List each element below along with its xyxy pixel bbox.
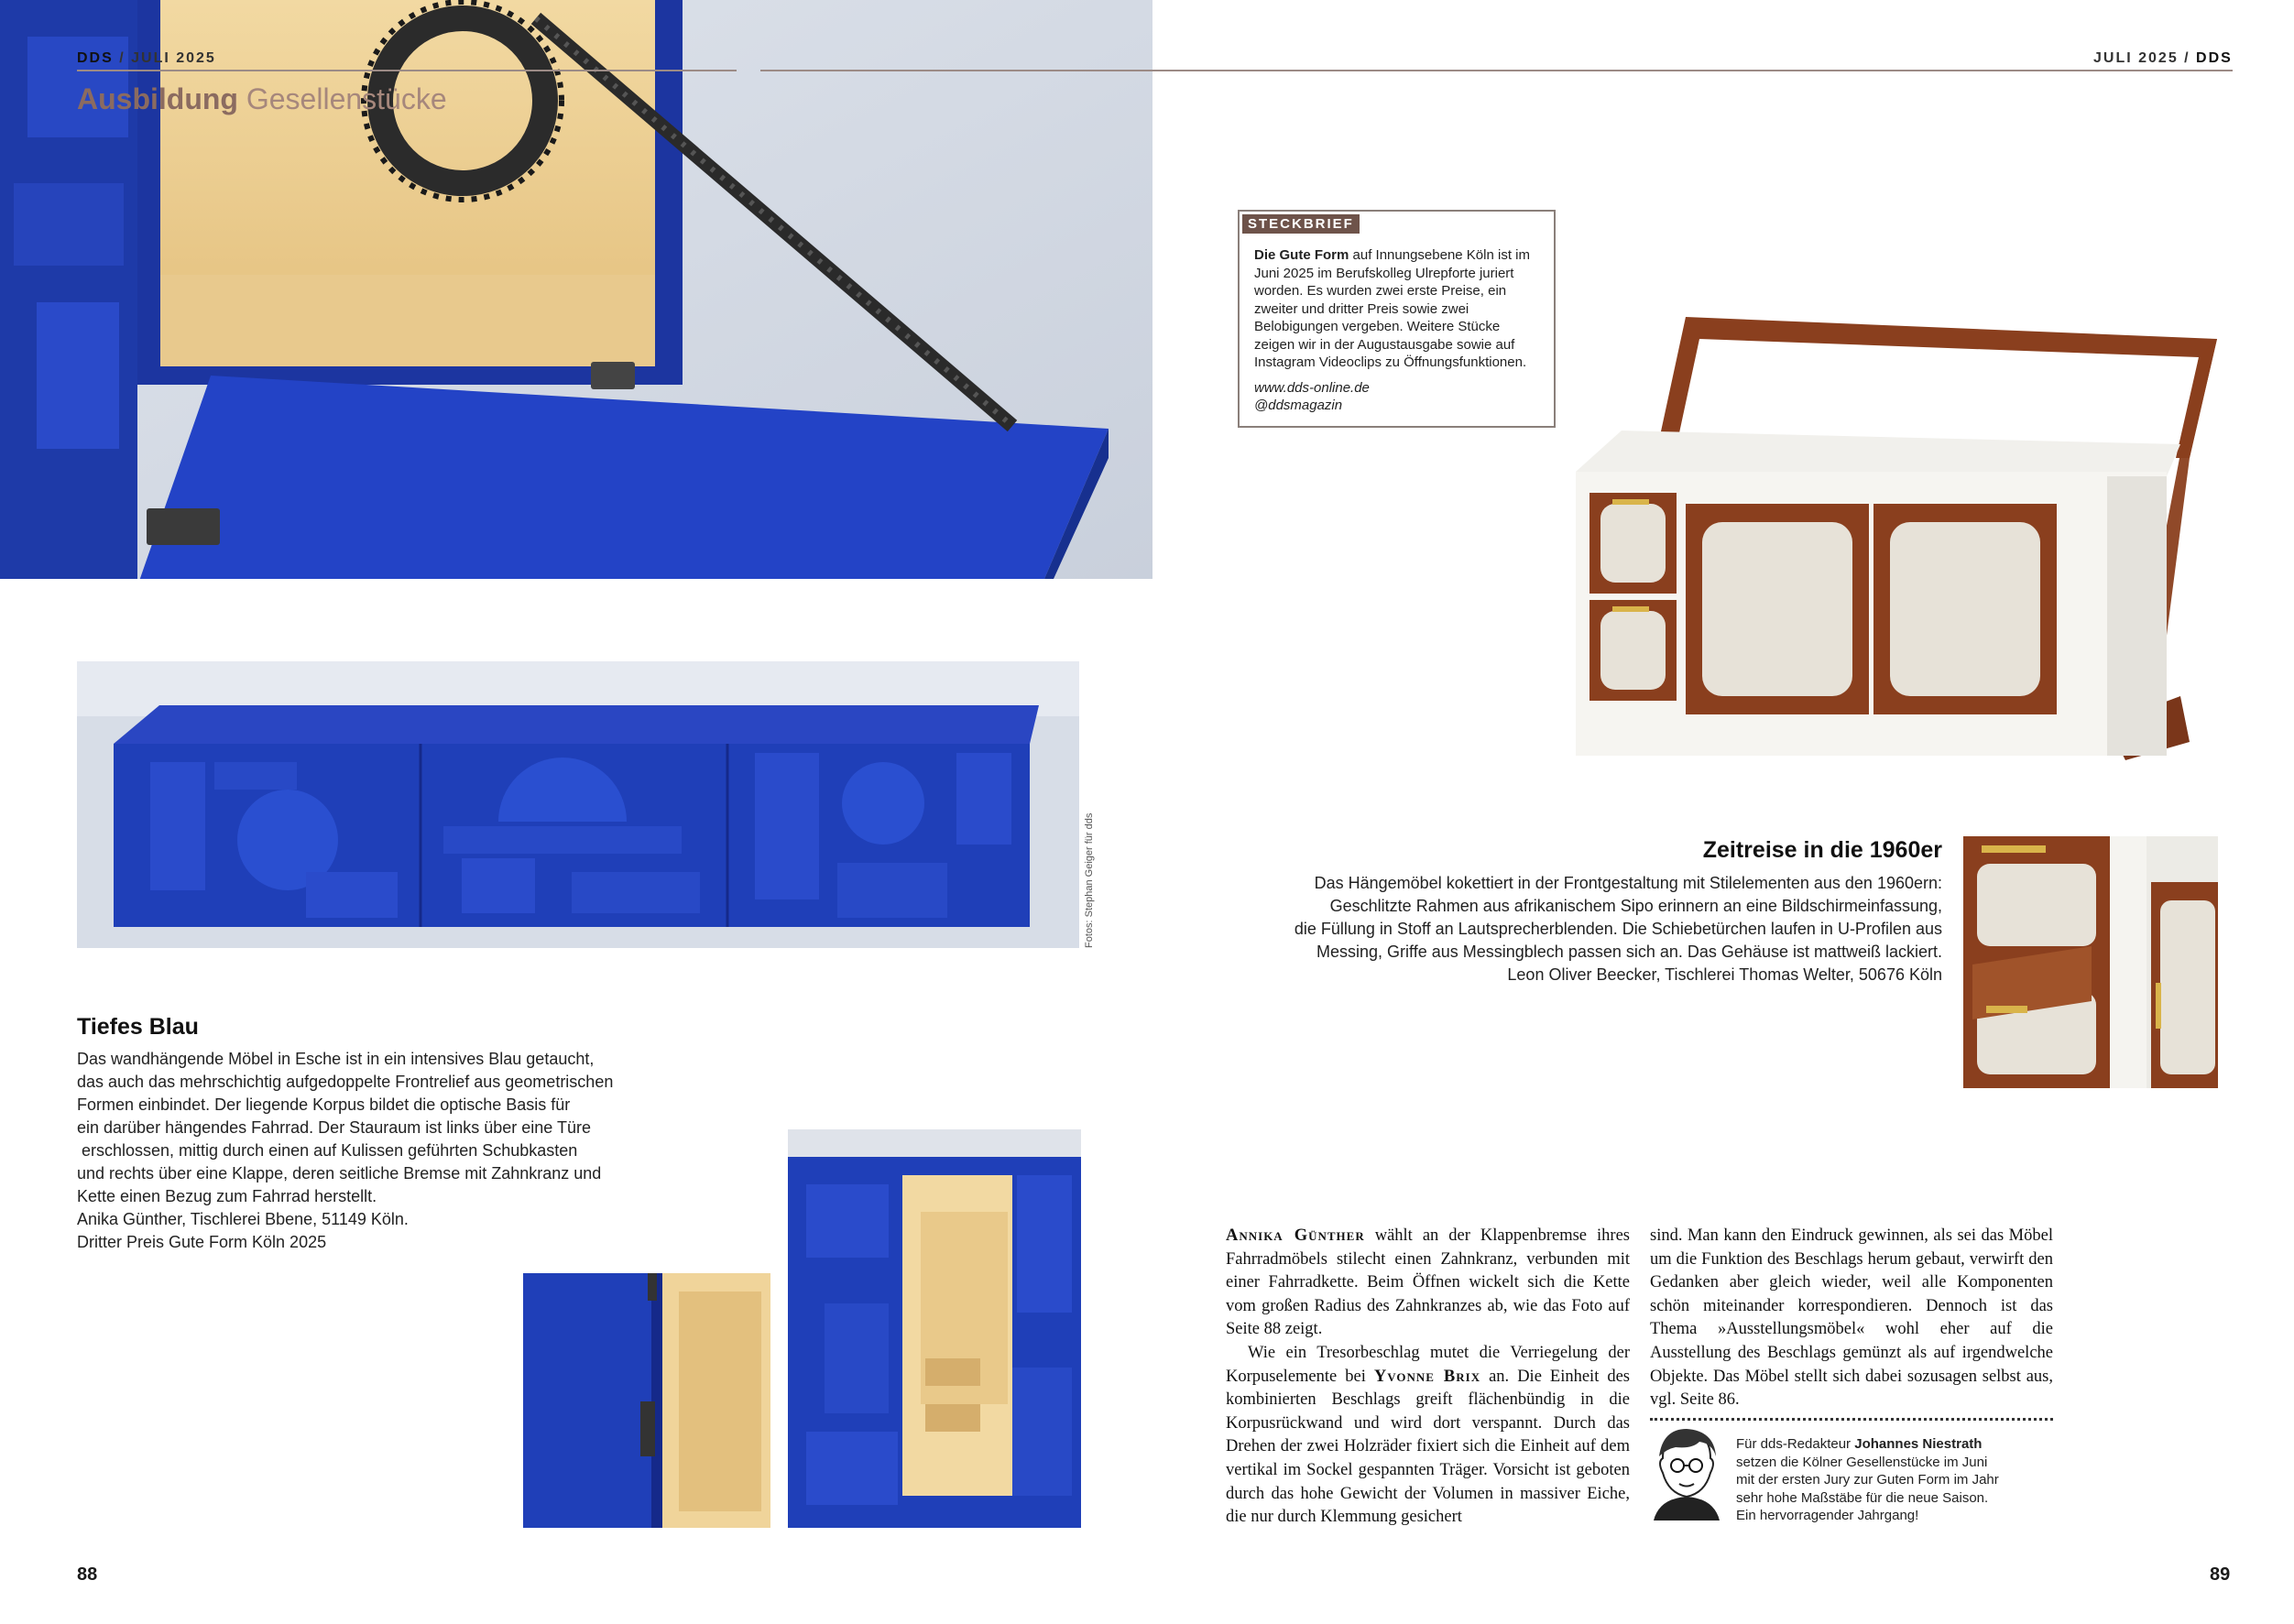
article-left-line: Kette einen Bezug zum Fahrrad herstellt. (77, 1187, 377, 1205)
photo-cabinet-door (523, 1273, 770, 1528)
editor-note-prefix: Für dds-Redakteur (1736, 1436, 1855, 1452)
article-left-line: das auch das mehrschichtig aufgedoppelte Frontrelief aus geometrischen (77, 1073, 614, 1091)
section-title-sub: Gesellenstücke (246, 82, 447, 115)
article-right-headline: Zeitreise in die 1960er (1702, 837, 1942, 863)
editor-note (1736, 1435, 2052, 1525)
article-left-headline: Tiefes Blau (77, 1014, 199, 1040)
running-head-left (77, 50, 216, 67)
photo-blue-relief-cabinet (77, 661, 1079, 948)
article-right-line: Geschlitzte Rahmen aus afrikanischem Sipo erinnern an eine Bildschirmeinfassung, (1329, 897, 1942, 915)
issue-date: / JULI 2025 (113, 50, 216, 66)
photo-cabinet-drawer (788, 1129, 1081, 1528)
column-one-p2-start: Wie ein Tresorbeschlag mutet die Verriegelung der Korpuselemente bei (1226, 1343, 1630, 1386)
column-one-p2-end: an. Die Einheit des kombinierten Beschlags greift flächenbündig in die Korpusrückwand und wird dort verspannt. Durch das Drehen der zwei Holzräder fixiert sich die Einheit auf dem vertikal im Sockel gespannten Träger. Vorsicht ist geboten durch das hohe Gewicht der Volumen in massiver Eiche, die nur durch Klemmung gesichert (1226, 1367, 1631, 1527)
steckbrief-box (1238, 210, 1556, 428)
article-right-line: Messing, Griffe aus Messingblech passen sich an. Das Gehäuse ist mattweiß lackiert. (1316, 943, 1942, 961)
page-number-left: 88 (77, 1564, 98, 1585)
steckbrief-body: auf Innungsebene Köln ist im Juni 2025 im Berufskolleg Ulrepforte juriert worden. Es wurden zwei erste Preise, ein zweiter und dritter Preis sowie zwei Belobigungen vergeben. Weitere Stücke zeigen wir in der Augustausgabe sowie auf Instagram Videoclips zu Öffnungsfunktionen. (1254, 247, 1530, 370)
column-one-p2 (1226, 1342, 1630, 1530)
article-left-line: Formen einbindet. Der liegende Korpus bildet die optische Basis für (77, 1095, 571, 1114)
column-two-text: sind. Man kann den Eindruck gewinnen, als sei das Möbel um die Funktion des Beschlags herum gebaut, verwirft den Gedanken aber gleich wieder, weil alle Komponenten schön miteinander korrespondieren. Dennoch ist das Thema »Ausstellungsmöbel« wohl eher auf die Ausstellung des Beschlags gemünzt als auf irgendwelche Objekte. Das Möbel stellt sich dabei sozusagen selbst aus, vgl. Seite 86. (1650, 1226, 2053, 1410)
editor-name: Johannes Niestrath (1854, 1436, 1983, 1452)
instagram-link[interactable]: @ddsmagazin (1254, 398, 1343, 413)
photo-credit: Fotos: Stephan Geiger für dds (1084, 812, 1095, 948)
photo-sipo-drawer-detail (1963, 836, 2218, 1088)
name-annika: Annika Günther (1226, 1226, 1365, 1245)
brand: DDS (2196, 50, 2233, 66)
article-left-line: ein darüber hängendes Fahrrad. Der Stauraum ist links über eine Türe (77, 1118, 591, 1137)
article-right-line: die Füllung in Stoff an Lautsprecherblenden. Die Schiebetürchen laufen in U-Profilen aus (1294, 920, 1942, 938)
steckbrief-links (1254, 379, 1539, 415)
editor-note-line: setzen die Kölner Gesellenstücke im Juni (1736, 1454, 1988, 1470)
name-yvonne: Yvonne Brix (1373, 1367, 1481, 1386)
steckbrief-label: STECKBRIEF (1242, 214, 1360, 234)
photo-sipo-cabinet (1557, 293, 2233, 788)
column-one (1226, 1225, 1630, 1530)
editor-note-line: sehr hohe Maßstäbe für die neue Saison. (1736, 1489, 1989, 1506)
header-rule-left (77, 70, 737, 71)
article-left-line: erschlossen, mittig durch einen auf Kulissen geführten Schubkasten (77, 1141, 578, 1160)
column-one-p1: wählt an der Klappenbremse ihres Fahrradmöbels stilecht einen Zahnkranz, verbunden mit einer Fahrradkette. Beim Öffnen wickelt sich die Kette vom großen Radius des Zahnkranzes ab, wie das Foto auf Seite 88 zeigt. (1226, 1226, 1630, 1339)
article-left-award: Dritter Preis Gute Form Köln 2025 (77, 1233, 327, 1251)
column-two (1650, 1225, 2053, 1412)
issue-date: JULI 2025 / (2093, 50, 2197, 66)
article-right-line: Das Hängemöbel kokettiert in der Frontgestaltung mit Stilelementen aus den 1960ern: (1314, 874, 1942, 892)
page-number-right: 89 (2210, 1564, 2231, 1585)
note-separator (1650, 1418, 2053, 1421)
brand: DDS (77, 50, 114, 66)
steckbrief-text (1254, 246, 1539, 372)
section-title (77, 82, 447, 116)
section-title-main: Ausbildung (77, 82, 238, 115)
article-right-body (1228, 872, 1942, 986)
editor-note-line: Ein hervorragender Jahrgang! (1736, 1508, 1919, 1523)
website-link[interactable]: www.dds-online.de (1254, 379, 1370, 396)
running-head-right (2093, 50, 2233, 67)
steckbrief-lead: Die Gute Form (1254, 247, 1349, 263)
editor-note-line: mit der ersten Jury zur Guten Form im Jahr (1736, 1472, 1999, 1488)
header-rule-right (760, 70, 2233, 71)
article-left-body (77, 1048, 663, 1254)
editor-note-line (1736, 1435, 2052, 1454)
article-left-line: Das wandhängende Möbel in Esche ist in ein intensives Blau getaucht, (77, 1050, 595, 1068)
article-left-line: und rechts über eine Klappe, deren seitliche Bremse mit Zahnkranz und (77, 1164, 602, 1183)
editor-portrait (1650, 1429, 1721, 1520)
article-right-author: Leon Oliver Beecker, Tischlerei Thomas Welter, 50676 Köln (1507, 965, 1942, 984)
article-left-author: Anika Günther, Tischlerei Bbene, 51149 Köln. (77, 1210, 409, 1228)
